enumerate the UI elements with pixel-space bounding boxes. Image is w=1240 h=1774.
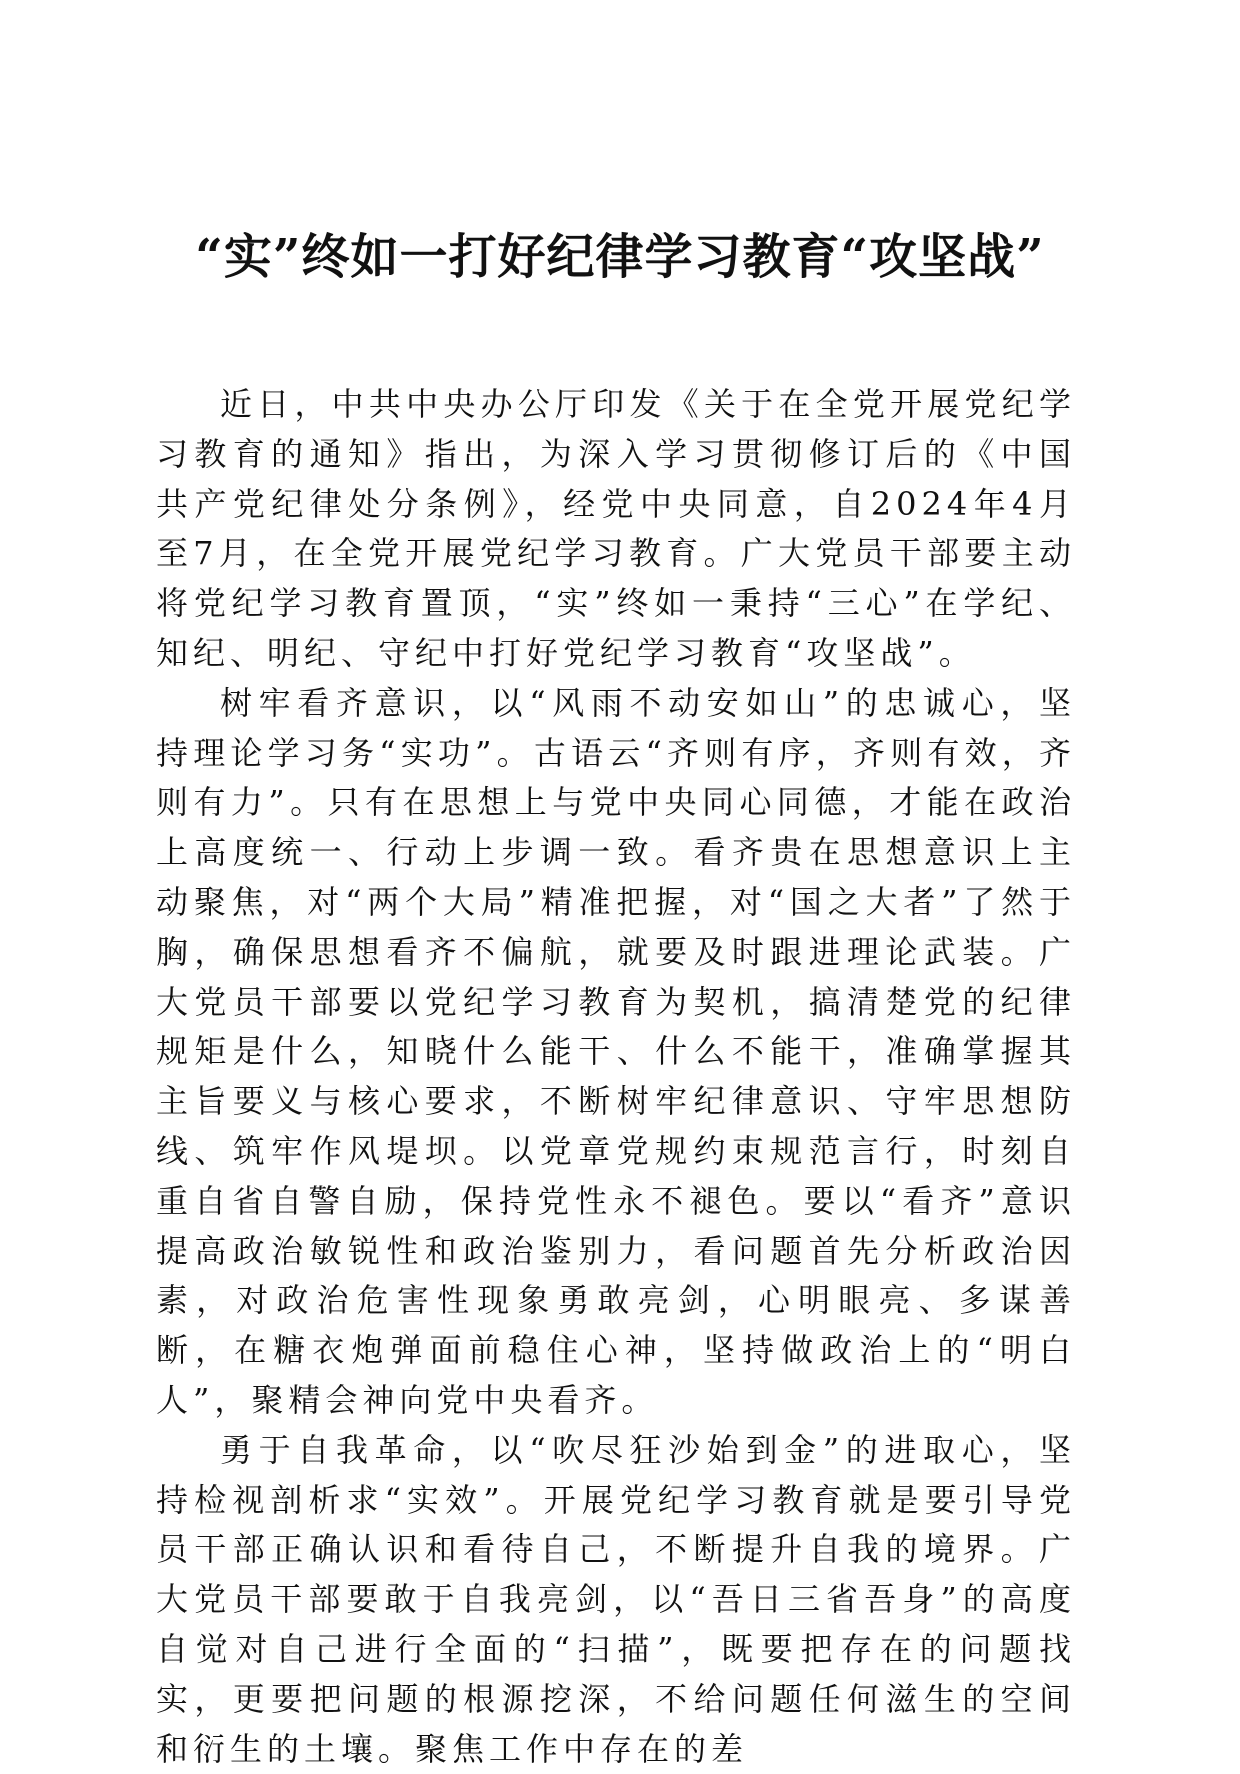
paragraph-3: 勇于自我革命，以“吹尽狂沙始到金”的进取心，坚持检视剖析求“实效”。开展党纪学习教育就是要引导党员干部正确认识和看待自己，不断提升自我的境界。广大党员干部要敢于自我亮剑，以“吾日三省吾身”的高度自觉对自己进行全面的“扫描”，既要把存在的问题找实，更要把问题的根源挖深，不给问题任何滋生的空间和衍生的土壤。聚焦工作中存在的差 <box>156 1430 1076 1768</box>
document-title: “实”终如一打好纪律学习教育“攻坚战” <box>195 229 1045 285</box>
document-body <box>156 380 1076 1774</box>
paragraph-1: 近日，中共中央办公厅印发《关于在全党开展党纪学习教育的通知》指出，为深入学习贯彻修订后的《中国共产党纪律处分条例》，经党中央同意，自2024年4月至7月，在全党开展党纪学习教育。广大党员干部要主动将党纪学习教育置顶，“实”终如一秉持“三心”在学纪、知纪、明纪、守纪中打好党纪学习教育“攻坚战”。 <box>156 385 1076 672</box>
paragraph-2: 树牢看齐意识，以“风雨不动安如山”的忠诚心，坚持理论学习务“实功”。古语云“齐则有序，齐则有效，齐则有力”。只有在思想上与党中央同心同德，才能在政治上高度统一、行动上步调一致。看齐贵在思想意识上主动聚焦，对“两个大局”精准把握，对“国之大者”了然于胸，确保思想看齐不偏航，就要及时跟进理论武装。广大党员干部要以党纪学习教育为契机，搞清楚党的纪律规矩是什么，知晓什么能干、什么不能干，准确掌握其主旨要义与核心要求，不断树牢纪律意识、守牢思想防线、筑牢作风堤坝。以党章党规约束规范言行，时刻自重自省自警自励，保持党性永不褪色。要以“看齐”意识提高政治敏锐性和政治鉴别力，看问题首先分析政治因素，对政治危害性现象勇敢亮剑，心明眼亮、多谋善断，在糖衣炮弹面前稳住心神，坚持做政治上的“明白人”，聚精会神向党中央看齐。 <box>156 683 1076 1419</box>
